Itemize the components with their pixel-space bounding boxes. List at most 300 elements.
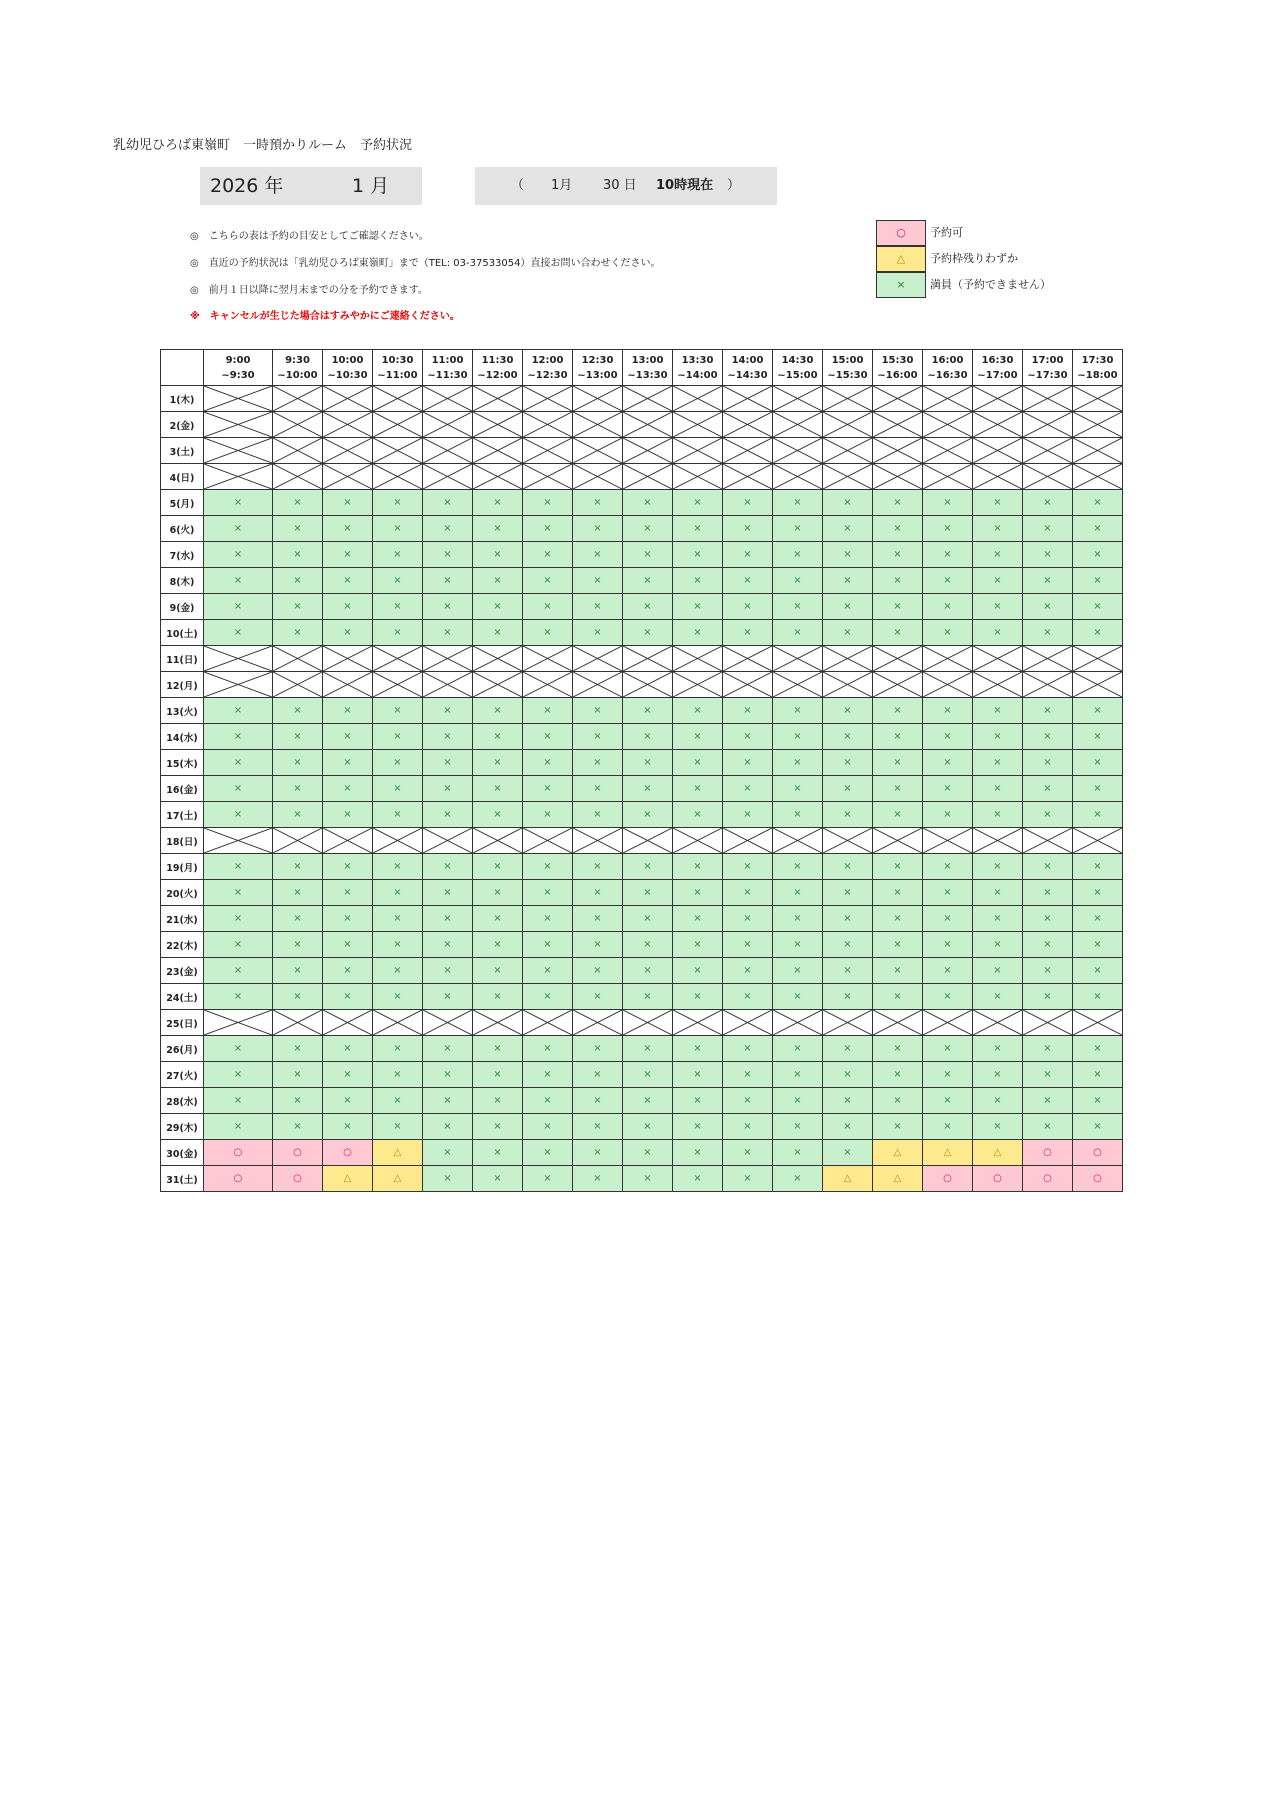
closed-cell [204,1010,273,1036]
status-cell-full: × [373,542,423,568]
status-cell-full: × [523,802,573,828]
status-cell-full: × [1023,698,1073,724]
status-cell-full: × [1023,1088,1073,1114]
status-cell-full: × [623,594,673,620]
status-cell-full: × [273,516,323,542]
slot-end: ~12:00 [477,369,518,381]
table-row [161,698,1123,724]
status-cell-full: × [723,958,773,984]
slot-start: 9:00 [225,354,251,366]
closed-cell [423,646,473,672]
status-cell-full: × [523,724,573,750]
status-cell-full: × [523,1140,573,1166]
slot-start: 12:00 [531,354,564,366]
closed-cell [973,646,1023,672]
closed-cell [623,1010,673,1036]
slot-header [323,350,373,386]
status-cell-full: × [573,932,623,958]
closed-cell [773,646,823,672]
status-cell-full: × [373,984,423,1010]
closed-cell [373,438,423,464]
status-cell-full: × [1023,880,1073,906]
status-cell-full: × [923,1036,973,1062]
status-cell-full: × [673,880,723,906]
status-cell-full: × [323,490,373,516]
closed-cell [673,1010,723,1036]
slot-start: 12:30 [581,354,614,366]
status-cell-full: × [573,906,623,932]
closed-cell [623,464,673,490]
closed-cell [923,412,973,438]
closed-cell [773,386,823,412]
status-cell-full: × [623,568,673,594]
corner-cell [161,350,204,386]
day-label: 17(土) [161,802,204,828]
status-cell-full: × [923,880,973,906]
status-cell-full: × [573,1166,623,1192]
status-cell-full: × [473,1062,523,1088]
slot-end: ~15:00 [777,369,818,381]
status-cell-available: ○ [204,1140,273,1166]
day-label: 4(日) [161,464,204,490]
day-label: 1(木) [161,386,204,412]
status-cell-full: × [523,1166,573,1192]
status-cell-full: × [1073,594,1123,620]
slot-header [973,350,1023,386]
status-cell-full: × [723,516,773,542]
status-cell-full: × [773,698,823,724]
status-cell-full: × [723,1088,773,1114]
status-cell-full: × [623,1036,673,1062]
status-cell-full: × [773,958,823,984]
status-cell-full: × [923,724,973,750]
status-cell-full: × [523,880,573,906]
status-cell-full: × [973,568,1023,594]
status-cell-full: × [673,490,723,516]
status-cell-full: × [473,932,523,958]
closed-cell [973,412,1023,438]
as-of-open: （ [511,178,525,193]
status-cell-full: × [1023,620,1073,646]
status-cell-full: × [1073,724,1123,750]
status-cell-full: × [923,802,973,828]
closed-cell [204,464,273,490]
status-cell-available: ○ [1023,1166,1073,1192]
year-month-box [200,167,422,205]
status-cell-available: ○ [323,1140,373,1166]
status-cell-full: × [573,958,623,984]
as-of-month: 1月 [551,178,573,193]
status-cell-full: × [823,724,873,750]
status-cell-full: × [523,568,573,594]
closed-cell [473,646,523,672]
day-label: 5(月) [161,490,204,516]
slot-header [773,350,823,386]
status-cell-full: × [973,802,1023,828]
table-row [161,594,1123,620]
status-cell-full: × [323,724,373,750]
slot-header [523,350,573,386]
status-cell-full: × [973,516,1023,542]
status-cell-full: × [573,1062,623,1088]
closed-cell [473,828,523,854]
closed-cell [923,672,973,698]
status-cell-full: × [523,1036,573,1062]
slot-header [673,350,723,386]
status-cell-full: × [1023,542,1073,568]
day-label: 22(木) [161,932,204,958]
status-cell-full: × [723,932,773,958]
status-cell-full: × [773,854,823,880]
status-cell-full: × [773,1114,823,1140]
status-cell-full: × [773,516,823,542]
status-cell-full: × [923,620,973,646]
day-label: 12(月) [161,672,204,698]
status-cell-full: × [623,490,673,516]
closed-cell [623,672,673,698]
status-cell-full: × [623,698,673,724]
slot-start: 15:00 [831,354,864,366]
status-cell-full: × [373,490,423,516]
status-cell-full: × [773,724,823,750]
status-cell-full: × [823,880,873,906]
slot-start: 11:00 [431,354,464,366]
closed-cell [204,386,273,412]
status-cell-full: × [573,802,623,828]
closed-cell [1023,646,1073,672]
closed-cell [323,672,373,698]
closed-cell [1023,1010,1073,1036]
closed-cell [623,438,673,464]
slot-header [723,350,773,386]
status-cell-full: × [273,490,323,516]
status-cell-full: × [323,620,373,646]
status-cell-available: ○ [273,1140,323,1166]
closed-cell [573,412,623,438]
day-label: 21(水) [161,906,204,932]
status-cell-full: × [973,1036,1023,1062]
day-label: 3(土) [161,438,204,464]
status-cell-full: × [373,750,423,776]
status-cell-full: × [373,1088,423,1114]
table-row [161,1062,1123,1088]
status-cell-full: × [1073,984,1123,1010]
status-cell-full: × [373,880,423,906]
status-cell-few: △ [323,1166,373,1192]
status-cell-full: × [673,1114,723,1140]
closed-cell [273,646,323,672]
status-cell-full: × [423,490,473,516]
status-cell-full: × [423,1114,473,1140]
status-cell-full: × [523,750,573,776]
status-cell-full: × [923,906,973,932]
status-cell-full: × [204,568,273,594]
status-cell-full: × [1023,1036,1073,1062]
legend-available-label: 予約可 [930,226,963,239]
status-cell-full: × [623,984,673,1010]
status-cell-full: × [323,776,373,802]
status-cell-full: × [1073,854,1123,880]
closed-cell [773,438,823,464]
status-cell-full: × [1023,568,1073,594]
closed-cell [373,646,423,672]
closed-cell [523,464,573,490]
status-cell-full: × [673,1088,723,1114]
closed-cell [623,646,673,672]
slot-header [373,350,423,386]
day-label: 6(火) [161,516,204,542]
status-cell-full: × [273,698,323,724]
status-cell-full: × [873,724,923,750]
status-cell-full: × [673,776,723,802]
legend-available-symbol: ○ [876,220,926,246]
status-cell-full: × [873,906,923,932]
status-cell-full: × [673,932,723,958]
status-cell-full: × [323,906,373,932]
reservation-table [160,349,1123,1192]
status-cell-full: × [773,984,823,1010]
status-cell-full: × [623,880,673,906]
status-cell-full: × [823,698,873,724]
slot-header [823,350,873,386]
slot-header [873,350,923,386]
as-of-time: 10時現在 [656,178,714,193]
closed-cell [323,646,373,672]
closed-cell [573,672,623,698]
closed-cell [1073,1010,1123,1036]
status-cell-full: × [423,880,473,906]
closed-cell [423,464,473,490]
status-cell-full: × [523,620,573,646]
table-row [161,802,1123,828]
closed-cell [273,386,323,412]
status-cell-full: × [973,698,1023,724]
status-cell-full: × [773,1036,823,1062]
closed-cell [204,412,273,438]
status-cell-full: × [473,568,523,594]
status-cell-full: × [1073,542,1123,568]
closed-cell [1073,672,1123,698]
closed-cell [723,438,773,464]
closed-cell [973,672,1023,698]
status-cell-full: × [623,620,673,646]
closed-cell [273,464,323,490]
status-cell-full: × [773,1088,823,1114]
status-cell-full: × [373,1036,423,1062]
slot-start: 13:00 [631,354,664,366]
status-cell-full: × [823,906,873,932]
status-cell-full: × [723,1114,773,1140]
status-cell-full: × [1023,724,1073,750]
closed-cell [573,438,623,464]
status-cell-full: × [973,594,1023,620]
status-cell-full: × [723,724,773,750]
slot-header [623,350,673,386]
status-cell-full: × [423,1062,473,1088]
status-cell-full: × [923,1062,973,1088]
status-cell-full: × [573,880,623,906]
status-cell-full: × [923,854,973,880]
closed-cell [673,386,723,412]
status-cell-full: × [323,1062,373,1088]
table-row [161,412,1123,438]
status-cell-available: ○ [273,1166,323,1192]
status-cell-full: × [973,854,1023,880]
status-cell-full: × [273,958,323,984]
status-cell-full: × [1023,906,1073,932]
status-cell-full: × [473,1088,523,1114]
closed-cell [673,672,723,698]
status-cell-full: × [473,594,523,620]
status-cell-full: × [523,490,573,516]
table-header-row [161,350,1123,386]
status-cell-full: × [523,1062,573,1088]
status-cell-full: × [823,854,873,880]
status-cell-full: × [273,750,323,776]
status-cell-full: × [573,1036,623,1062]
status-cell-full: × [873,880,923,906]
status-cell-full: × [873,776,923,802]
status-cell-available: ○ [973,1166,1023,1192]
closed-cell [873,828,923,854]
status-cell-full: × [673,854,723,880]
closed-cell [973,386,1023,412]
status-cell-full: × [773,490,823,516]
table-row [161,828,1123,854]
status-cell-full: × [623,1088,673,1114]
closed-cell [423,1010,473,1036]
status-cell-full: × [323,880,373,906]
status-cell-full: × [1073,802,1123,828]
status-cell-full: × [723,1062,773,1088]
status-cell-full: × [423,1166,473,1192]
day-label: 19(月) [161,854,204,880]
closed-cell [873,438,923,464]
status-cell-full: × [973,724,1023,750]
status-cell-full: × [973,932,1023,958]
slot-end: ~14:00 [677,369,718,381]
status-cell-full: × [573,594,623,620]
day-label: 28(水) [161,1088,204,1114]
status-cell-full: × [573,1088,623,1114]
status-cell-full: × [1073,1036,1123,1062]
status-cell-full: × [204,1036,273,1062]
status-cell-full: × [973,490,1023,516]
status-cell-full: × [1073,906,1123,932]
status-cell-full: × [973,1062,1023,1088]
closed-cell [473,464,523,490]
slot-start: 14:30 [781,354,814,366]
status-cell-full: × [423,698,473,724]
status-cell-full: × [873,620,923,646]
closed-cell [423,412,473,438]
status-cell-full: × [423,984,473,1010]
status-cell-full: × [1023,594,1073,620]
status-cell-full: × [623,516,673,542]
status-cell-full: × [1073,620,1123,646]
status-cell-full: × [273,906,323,932]
status-cell-full: × [373,906,423,932]
note-1: ◎ こちらの表は予約の目安としてご確認ください。 [190,231,429,242]
status-cell-full: × [573,698,623,724]
legend-few-label: 予約枠残りわずか [930,252,1018,265]
slot-end: ~15:30 [827,369,868,381]
status-cell-full: × [473,776,523,802]
status-cell-full: × [573,516,623,542]
status-cell-full: × [204,698,273,724]
slot-end: ~18:00 [1077,369,1118,381]
slot-end: ~11:30 [427,369,468,381]
closed-cell [423,438,473,464]
status-cell-full: × [673,724,723,750]
as-of-day: 30 日 [603,178,637,193]
closed-cell [1023,828,1073,854]
status-cell-full: × [273,568,323,594]
status-cell-full: × [473,880,523,906]
status-cell-full: × [973,984,1023,1010]
closed-cell [823,464,873,490]
slot-end: ~11:00 [377,369,418,381]
closed-cell [423,828,473,854]
status-cell-full: × [423,620,473,646]
slot-start: 16:30 [981,354,1014,366]
closed-cell [273,412,323,438]
slot-header [473,350,523,386]
closed-cell [573,828,623,854]
closed-cell [473,1010,523,1036]
status-cell-full: × [673,516,723,542]
status-cell-full: × [873,1036,923,1062]
slot-start: 13:30 [681,354,714,366]
status-cell-full: × [973,542,1023,568]
status-cell-full: × [623,750,673,776]
status-cell-full: × [873,568,923,594]
table-row [161,984,1123,1010]
status-cell-full: × [1073,750,1123,776]
table-row [161,620,1123,646]
note-2: ◎ 直近の予約状況は「乳幼児ひろば東嶺町」まで（TEL: 03-37533054）直接お問い合わせください。 [190,258,661,269]
status-cell-full: × [1023,490,1073,516]
status-cell-full: × [923,698,973,724]
slot-start: 9:30 [285,354,310,366]
table-row [161,724,1123,750]
status-cell-full: × [873,932,923,958]
status-cell-full: × [423,516,473,542]
status-cell-full: × [423,958,473,984]
status-cell-full: × [923,1088,973,1114]
status-cell-full: × [473,1114,523,1140]
status-cell-full: × [204,802,273,828]
status-cell-full: × [473,1140,523,1166]
closed-cell [823,672,873,698]
closed-cell [373,386,423,412]
closed-cell [723,464,773,490]
table-row [161,750,1123,776]
closed-cell [773,464,823,490]
closed-cell [673,828,723,854]
status-cell-full: × [473,698,523,724]
day-label: 8(木) [161,568,204,594]
status-cell-full: × [373,516,423,542]
status-cell-full: × [823,1088,873,1114]
day-label: 14(水) [161,724,204,750]
closed-cell [473,386,523,412]
status-cell-full: × [523,932,573,958]
table-row [161,1010,1123,1036]
table-row [161,646,1123,672]
status-cell-full: × [723,594,773,620]
closed-cell [323,412,373,438]
